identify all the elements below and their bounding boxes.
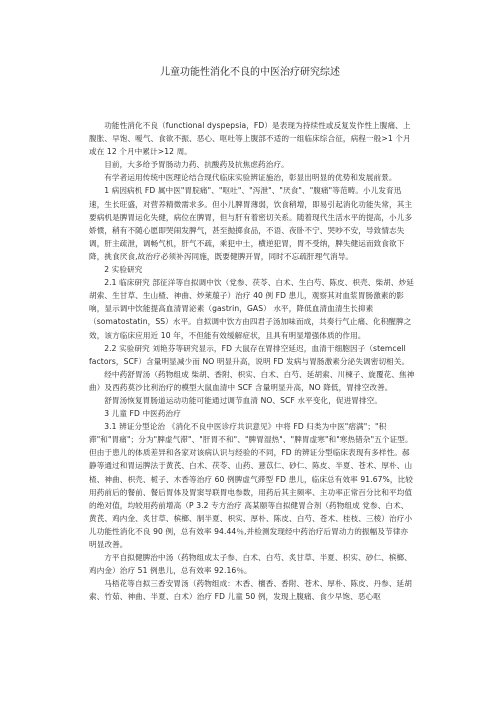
paragraph-jianpi-zhizhong: 方平自拟健脾治中汤（药物组成太子参、白术、白芍、炙甘草、半夏、枳实、砂仁、槟榔、鸡内金）治疗 51 例患儿，总有效率 92.16％。	[89, 553, 412, 576]
section-heading-experimental: 2 实验研究	[104, 265, 143, 275]
paragraph-syndrome-differentiation: 3.1 辨证分型论治 《消化不良中医诊疗共识意见》中将 FD 归类为中医"痞满"；"积滞"和"胃痛"；分为"脾虚气滞"、"肝胃不和"、"脾胃湿热"、"脾胃虚寒"和"寒热错杂"五个证型。但由于患儿的体质差异和各家对该病认识与经验的不同，FD 的辨证分型临床表现有多样性。郝静等通过和胃运脾法于黄芪、白术、茯苓、山药、薏苡仁、砂仁、陈皮、半夏、苍术、厚朴、山楂、神曲、枳壳、栀子、木香等治疗 60 例脾虚气滞型 FD 患儿，临床总有效率 91.67%，比较用药前后的餐前、餐后胃体及胃窦导联胃电参数，用药后其主频率、主功率正常百分比和平均值的绝对值，均较用药前增高（P 3.2 专方治疗 高某颐等自拟健胃合剂（药物组成 党参、白术、黄芪、鸡内金、炙甘草、槟榔、制半夏、枳实、厚朴、陈皮、白芍、苍术、桂枝、三棱）治疗小儿功能性消化不良 90 例，总有效率 94.44％,并检测发现经中药治疗后胃动力的振幅及节律亦明显改善。	[89, 422, 413, 549]
paragraph-clinical-research: 2.1 临床研究 部征洋等自拟调中饮（党参、茯苓、白术、生白芍、陈皮、枳壳、柴胡、炒延胡索、生甘草、生山楂、神曲、炒莱菔子）治疗 40 例 FD 患儿，观察其对血浆胃肠激素的影响，显示调中饮能提高血清胃泌素（gastrin，GAS） 水平，降低血清血清生长抑素（somatostatin，SS）水平。自拟调中饮方由四君子汤加味而成，共奏行气止痛、化积醒脾之效，该方临床应用近 10 年，不但能有效缓解症状，且具有明显增强体质的作用。	[89, 278, 414, 340]
paragraph-experimental-research: 2.2 实验研究 刘艳芬等研究显示，FD 大鼠存在胃排空延迟，血清干细胞因子（stemcell factors，SCF）含量明显减少而 NO 明显升高，说明 FD 发病与胃肠激素分泌失调密切相关。	[89, 343, 410, 366]
document-body	[89, 106, 415, 603]
paragraph-sanxiang-anwei: 马梧花等自拟三香安胃汤（药物组成：木香、檀香、香附、苍术、厚朴、陈皮、丹参、延胡索、竹茹、神曲、半夏、白术）治疗 FD 儿童 50 例，发现上腹痛、食少早饱、恶心呕	[89, 579, 412, 602]
paragraph-intro: 功能性消化不良（functional dyspepsia，FD）是表现为持续性或反复发作性上腹痛、上腹胀、早饱、嗳气、食欲不振、恶心、呕吐等上腹部不适的一组临床综合征，病程一般>1 个月或在 12 个月中累计>12 周。	[89, 121, 411, 157]
document-title: 儿童功能性消化不良的中医治疗研究综述	[160, 67, 340, 78]
paragraph-etiology: 1 病因病机 FD 属中医"胃脘痛"、"呕吐"、"泻泄"、"厌食"、"腹痛"等范畴。小儿发育迅速，生长旺盛，对营养精微需求多。但小儿脾胃薄弱，饮食稍增，即易引起消化功能失常，其主要病机是脾胃运化失健，病位在脾胃，但与肝有着密切关系。随着现代生活水平的提高，小儿多娇惯，稍有不随心愿即哭闹发脾气，甚至抛掷食品，不语、夜卧不宁、哭吵不安，导致情志失调，肝主疏泄，调畅气机，肝气不疏，乘犯中土，横逆犯胃，胃不受纳，脾失健运而致食欲下降，挑食厌食,故治疗必须补泻同施，既要健脾开胃，同时不忘疏肝理气消导。	[89, 186, 413, 261]
paragraph-current-treatment: 目前，大多给予胃肠动力药、抗酸药及抗焦虑药治疗。	[104, 160, 289, 170]
paragraph-tcm-advantage: 有学者运用传统中医理论结合现代临床实验辨证施治，彰显出明显的优势和发展前景。	[104, 173, 397, 183]
paragraph-mechanism: 舒胃汤恢复胃肠道运动功能可能通过调节血清 NO、SCF 水平变化，促进胃排空。	[104, 395, 383, 405]
section-heading-tcm-treatment: 3 儿童 FD 中医药治疗	[104, 409, 181, 419]
paragraph-shuwei-decoction: 经中药舒胃汤（药物组成 柴胡、香附、枳实、白术、白芍、延胡索、川楝子、旋覆花、焦神曲）及西药莫沙比利治疗的模型大鼠血清中 SCF 含量明显升高，NO 降低，胃排空改善。	[89, 369, 415, 392]
